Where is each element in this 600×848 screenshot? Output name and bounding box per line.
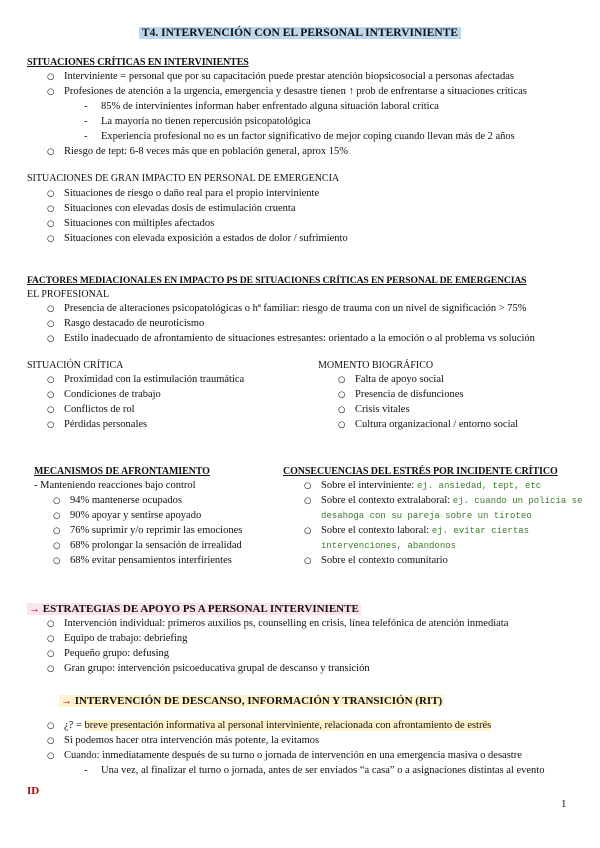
list-item: ○ Estilo inadecuado de afrontamiento de situaciones estresantes: orientado a la emoción o al problema vs solución [64, 332, 535, 346]
list-item: ○ Pérdidas personales [64, 418, 147, 432]
list-item: ○ Profesiones de atención a la urgencia, emergencia y desastre tienen ↑ prob de enfrentarse a situaciones críticas [64, 85, 527, 99]
page-title: T4. INTERVENCIÓN CON EL PERSONAL INTERVINIENTE [0, 26, 600, 41]
section-heading-situaciones-criticas: SITUACIONES CRÍTICAS EN INTERVINIENTES [27, 57, 249, 68]
page-number: 1 [561, 798, 567, 810]
list-item: ○ Situaciones con elevadas dosis de estimulación cruenta [64, 202, 296, 216]
sub-list-item: - Una vez, al finalizar el turno o jornada, antes de ser enviados “a casa” o a asignaciones distintas al evento [101, 764, 544, 778]
example-note: ej. evitar ciertas [431, 526, 530, 536]
list-item: ○ Equipo de trabajo: debriefing [64, 632, 187, 646]
section-heading-factores-mediacionales: FACTORES MEDIACIONALES EN IMPACTO PS DE SITUACIONES CRÍTICAS EN PERSONAL DE EMERGENCIAS [27, 275, 527, 286]
list-item: ○ Proximidad con la estimulación traumática [64, 373, 244, 387]
list-item: ○ Situaciones con múltiples afectados [64, 217, 214, 231]
list-item: ○ Presencia de alteraciones psicopatológicas o hª familiar: riesgo de trauma con un nivel de significación > 75% [64, 302, 527, 316]
list-item: ○ 76% suprimir y/o reprimir las emociones [70, 524, 242, 538]
sub-list-item: - Experiencia profesional no es un factor significativo de mejor coping cuando llevan más de 2 años [101, 130, 515, 144]
list-item: ○ Situaciones de riesgo o daño real para el propio interviniente [64, 187, 319, 201]
intro-text: - Manteniendo reacciones bajo control [34, 480, 196, 491]
list-item: ○ 68% evitar pensamientos interfirientes [70, 554, 232, 568]
list-item: ○ Pequeño grupo: defusing [64, 647, 169, 661]
list-item: ○ Riesgo de tept: 6-8 veces más que en población general, aprox 15% [64, 145, 348, 159]
section-heading-gran-impacto: SITUACIONES DE GRAN IMPACTO EN PERSONAL DE EMERGENCIA [27, 173, 340, 184]
section-heading-mecanismos: MECANISMOS DE AFRONTAMIENTO [34, 466, 210, 477]
list-item: ○ Falta de apoyo social [355, 373, 444, 387]
list-item: ○ Gran grupo: intervención psicoeducativa grupal de descanso y transición [64, 662, 370, 676]
list-item: ○ Rasgo destacado de neuroticismo [64, 317, 204, 331]
subheading-profesional: EL PROFESIONAL [27, 289, 110, 300]
list-item: ○ Conflictos de rol [64, 403, 135, 417]
list-item: ○ Sobre el contexto comunitario [321, 554, 448, 568]
example-note: ej. ansiedad, tept, etc [416, 481, 542, 491]
list-item: ○ 94% mantenerse ocupados [70, 494, 182, 508]
list-item: ○ Sobre el interviniente: ej. ansiedad, tept, etc [321, 479, 541, 493]
list-item: ○ Sobre el contexto extralaboral: ej. cuando un policía se [321, 494, 582, 508]
id-label: ID [27, 785, 40, 797]
arrow-icon: → [29, 603, 40, 615]
list-item: ○ Si podemos hacer otra intervención más potente, la evitamos [64, 734, 319, 748]
subheading-situacion-critica: SITUACIÓN CRÍTICA [27, 360, 124, 371]
section-heading-rit: → INTERVENCIÓN DE DESCANSO, INFORMACIÓN Y TRANSICIÓN (RIT) [61, 695, 443, 707]
list-item: ○ 68% prolongar la sensación de irrealidad [70, 539, 242, 553]
list-item: ○ Sobre el contexto laboral: ej. evitar ciertas [321, 524, 529, 538]
list-item: ○ Crisis vitales [355, 403, 410, 417]
list-item: ○ Cuando: inmediatamente después de su turno o jornada de intervención en una emergencia masiva o desastre [64, 749, 522, 763]
list-item: ○ Intervención individual: primeros auxilios ps, counselling en crisis, línea telefónica de atención inmediata [64, 617, 508, 631]
arrow-icon: → [61, 695, 72, 707]
example-note: desahoga con su pareja sobre un tiroteo [321, 511, 532, 521]
list-item: ○ 90% apoyar y sentirse apoyado [70, 509, 201, 523]
list-item: ○ Interviniente = personal que por su capacitación puede prestar atención biopsicosocial a personas afectadas [64, 70, 514, 84]
section-heading-consecuencias: CONSECUENCIAS DEL ESTRÉS POR INCIDENTE CRÍTICO [283, 466, 558, 477]
list-item: ○ Situaciones con elevada exposición a estados de dolor / sufrimiento [64, 232, 348, 246]
example-note: intervenciones, abandonos [321, 541, 457, 551]
subheading-momento-biografico: MOMENTO BIOGRÁFICO [318, 360, 434, 371]
example-note: ej. cuando un policía se [452, 496, 583, 506]
sub-list-item: - 85% de intervinientes informan haber enfrentado alguna situación laboral crítica [101, 100, 439, 114]
list-item: ○ Cultura organizacional / entorno social [355, 418, 518, 432]
sub-list-item: - La mayoría no tienen repercusión psicopatológica [101, 115, 311, 129]
section-heading-estrategias: → ESTRATEGIAS DE APOYO PS A PERSONAL INTERVINIENTE [29, 603, 359, 615]
list-item: ○ Presencia de disfunciones [355, 388, 463, 402]
list-item: ○ ¿? = breve presentación informativa al personal interviniente, relacionada con afrontamiento de estrés [64, 719, 491, 733]
list-item: ○ Condiciones de trabajo [64, 388, 161, 402]
